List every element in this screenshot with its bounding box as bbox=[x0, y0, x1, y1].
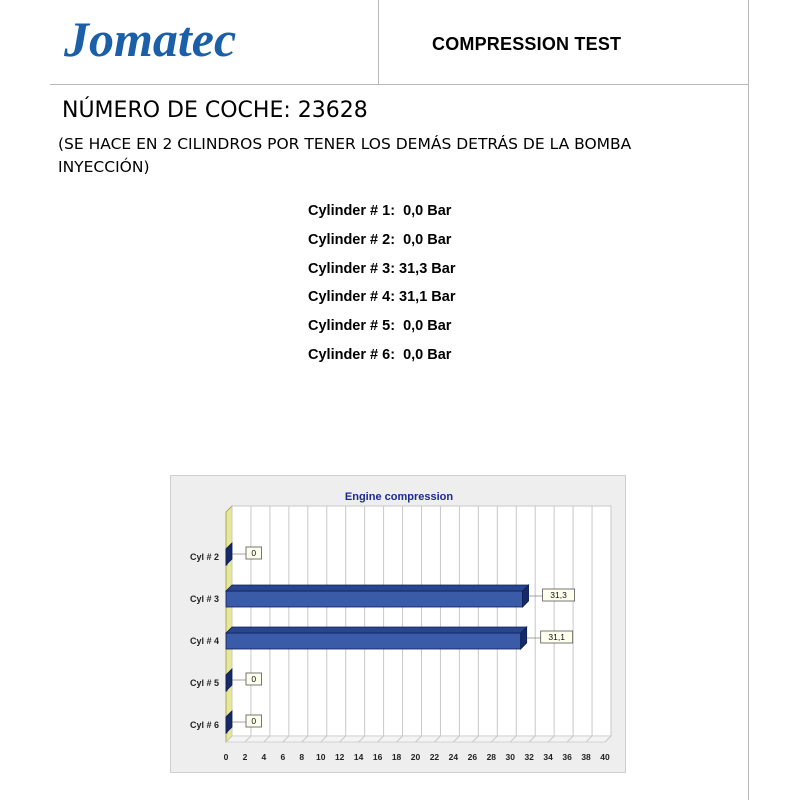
cylinder-note: (SE HACE EN 2 CILINDROS POR TENER LOS DEMÁS DETRÁS DE LA BOMBA INYECCIÓN) bbox=[58, 135, 632, 176]
x-tick-label-22: 22 bbox=[429, 752, 440, 762]
x-tick-label-10: 10 bbox=[316, 752, 326, 762]
value-label-0: 0 bbox=[251, 548, 257, 558]
x-tick-label-2: 2 bbox=[242, 752, 248, 762]
page-border-right bbox=[748, 0, 749, 800]
x-tick-label-36: 36 bbox=[562, 752, 572, 762]
reading-cylinder-1: Cylinder # 1: 0,0 Bar bbox=[308, 203, 452, 219]
logo-text: Jomatec bbox=[64, 11, 237, 67]
x-tick-label-12: 12 bbox=[334, 752, 345, 762]
y-axis-wall bbox=[226, 506, 232, 742]
car-number: NÚMERO DE COCHE: 23628 bbox=[62, 98, 368, 123]
x-tick-label-30: 30 bbox=[505, 752, 515, 762]
reading-cylinder-6: Cylinder # 6: 0,0 Bar bbox=[308, 346, 452, 363]
x-tick-label-40: 40 bbox=[600, 752, 610, 762]
bar-2 bbox=[226, 633, 521, 649]
x-tick-label-18: 18 bbox=[391, 752, 402, 762]
bar-top-2 bbox=[226, 627, 527, 633]
bar-top-1 bbox=[226, 585, 529, 591]
category-label-2: Cyl # 4 bbox=[189, 636, 219, 646]
cylinder-readings bbox=[308, 200, 456, 373]
header-divider bbox=[378, 0, 379, 84]
x-tick-label-28: 28 bbox=[486, 752, 497, 762]
value-label-1: 31,3 bbox=[550, 590, 567, 600]
category-label-0: Cyl # 2 bbox=[189, 552, 219, 562]
engine-compression-chart bbox=[170, 475, 626, 773]
category-label-4: Cyl # 6 bbox=[189, 720, 219, 730]
x-tick-label-24: 24 bbox=[448, 752, 459, 762]
bar-1 bbox=[226, 591, 523, 607]
reading-cylinder-4: Cylinder # 4: 31,1 Bar bbox=[308, 289, 456, 306]
reading-cylinder-3: Cylinder # 3: 31,3 Bar bbox=[308, 260, 456, 277]
x-tick-label-4: 4 bbox=[261, 752, 267, 762]
header-rule bbox=[50, 84, 748, 85]
x-tick-label-26: 26 bbox=[467, 752, 478, 762]
chart-title: Engine compression bbox=[344, 491, 454, 503]
x-tick-label-6: 6 bbox=[280, 752, 286, 762]
report-header bbox=[0, 0, 800, 86]
x-tick-label-16: 16 bbox=[372, 752, 383, 762]
value-label-2: 31,1 bbox=[548, 632, 565, 642]
x-tick-label-32: 32 bbox=[524, 752, 534, 762]
x-tick-label-8: 8 bbox=[299, 752, 305, 762]
chart-canvas bbox=[171, 476, 627, 774]
category-label-1: Cyl # 3 bbox=[189, 594, 219, 604]
value-label-3: 0 bbox=[251, 674, 257, 684]
x-tick-label-0: 0 bbox=[223, 752, 229, 762]
category-label-3: Cyl # 5 bbox=[189, 678, 219, 688]
reading-cylinder-2: Cylinder # 2: 0,0 Bar bbox=[308, 231, 452, 248]
x-tick-label-38: 38 bbox=[581, 752, 591, 762]
reading-cylinder-5: Cylinder # 5: 0,0 Bar bbox=[308, 318, 452, 335]
jomatec-logo bbox=[62, 8, 322, 68]
x-tick-label-14: 14 bbox=[353, 752, 364, 762]
x-tick-label-20: 20 bbox=[410, 752, 421, 762]
x-tick-label-34: 34 bbox=[543, 752, 553, 762]
value-label-4: 0 bbox=[251, 716, 257, 726]
report-title: COMPRESSION TEST bbox=[432, 34, 622, 54]
